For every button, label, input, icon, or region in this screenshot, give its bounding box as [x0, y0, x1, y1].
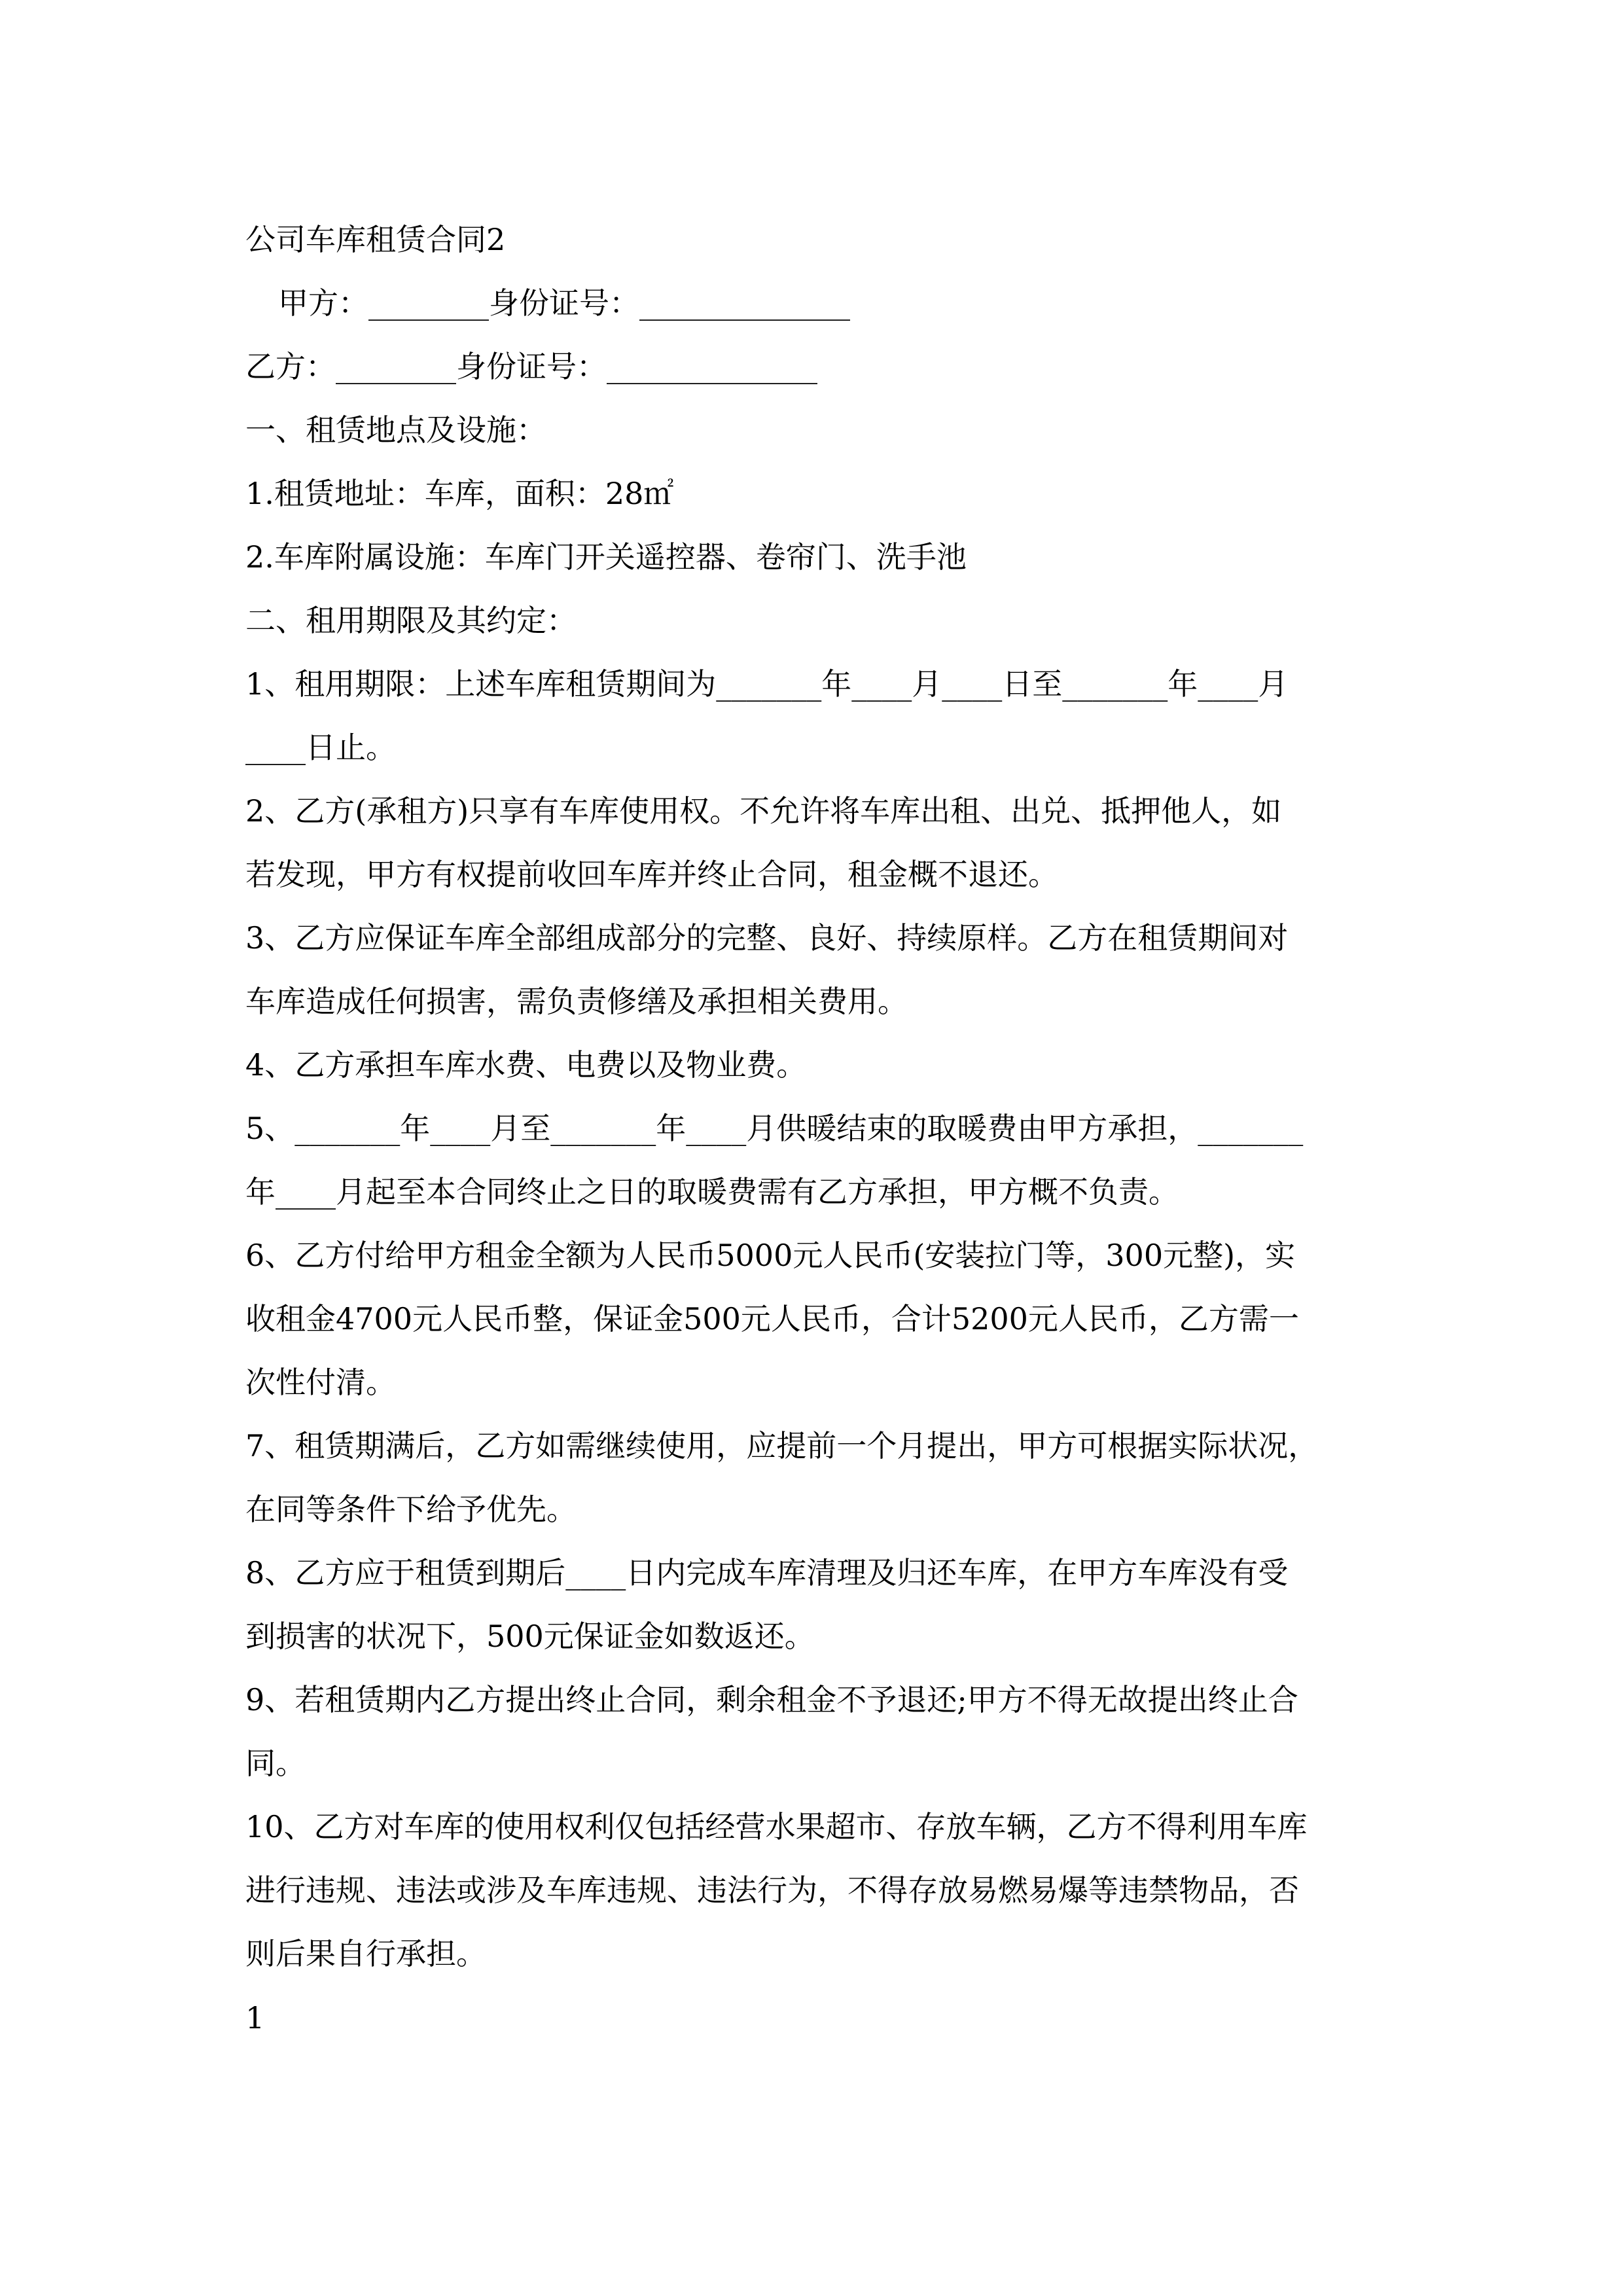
- clause-9-line-2: 同。: [245, 1746, 306, 1781]
- page-number: 1: [245, 2000, 265, 2036]
- clause-7-line-2: 在同等条件下给予优先。: [245, 1492, 577, 1527]
- clause-10-line-1: 10、乙方对车库的使用权利仅包括经营水果超市、存放车辆，乙方不得利用车库: [245, 1809, 1308, 1844]
- clause-address: 1.租赁地址：车库，面积：28㎡: [245, 476, 674, 511]
- clause-5-line-2: 年____月起至本合同终止之日的取暖费需有乙方承担，甲方概不负责。: [245, 1174, 1179, 1210]
- clause-3-line-1: 3、乙方应保证车库全部组成部分的完整、良好、持续原样。乙方在租赁期间对: [245, 920, 1289, 956]
- clause-8-line-1: 8、乙方应于租赁到期后____日内完成车库清理及归还车库，在甲方车库没有受: [245, 1555, 1289, 1590]
- section-heading-term: 二、租用期限及其约定：: [245, 603, 577, 638]
- clause-6-line-1: 6、乙方付给甲方租金全额为人民币5000元人民币(安装拉门等，300元整)，实: [245, 1238, 1296, 1273]
- clause-7-line-1: 7、租赁期满后，乙方如需继续使用，应提前一个月提出，甲方可根据实际状况，: [245, 1428, 1319, 1463]
- clause-8-line-2: 到损害的状况下，500元保证金如数返还。: [245, 1619, 815, 1654]
- party-a-line: 甲方：________身份证号：______________: [278, 285, 850, 321]
- document-title: 公司车库租赁合同2: [245, 222, 506, 257]
- clause-10-line-2: 进行违规、违法或涉及车库违规、违法行为，不得存放易燃易爆等违禁物品，否: [245, 1873, 1299, 1908]
- party-b-line: 乙方：________身份证号：______________: [245, 349, 817, 384]
- clause-2-line-2: 若发现，甲方有权提前收回车库并终止合同，租金概不退还。: [245, 857, 1058, 892]
- clause-1-line-1: 1、租用期限：上述车库租赁期间为_______年____月____日至_______年____月: [245, 666, 1289, 702]
- document-body: [245, 208, 1384, 1986]
- clause-10-line-3: 则后果自行承担。: [245, 1936, 486, 1971]
- clause-9-line-1: 9、若租赁期内乙方提出终止合同，剩余租金不予退还;甲方不得无故提出终止合: [245, 1682, 1298, 1717]
- clause-6-line-3: 次性付清。: [245, 1365, 396, 1400]
- clause-4-line-1: 4、乙方承担车库水费、电费以及物业费。: [245, 1047, 807, 1083]
- clause-1-line-2: ____日止。: [245, 730, 396, 765]
- clause-2-line-1: 2、乙方(承租方)只享有车库使用权。不允许将车库出租、出兑、抵押他人，如: [245, 793, 1282, 829]
- clause-3-line-2: 车库造成任何损害，需负责修缮及承担相关费用。: [245, 984, 908, 1019]
- clause-5-line-1: 5、_______年____月至_______年____月供暖结束的取暖费由甲方承担，_______: [245, 1111, 1304, 1146]
- clause-facilities: 2.车库附属设施：车库门开关遥控器、卷帘门、洗手池: [245, 539, 967, 575]
- clause-6-line-2: 收租金4700元人民币整，保证金500元人民币，合计5200元人民币，乙方需一: [245, 1301, 1299, 1336]
- section-heading-location: 一、租赁地点及设施：: [245, 412, 546, 448]
